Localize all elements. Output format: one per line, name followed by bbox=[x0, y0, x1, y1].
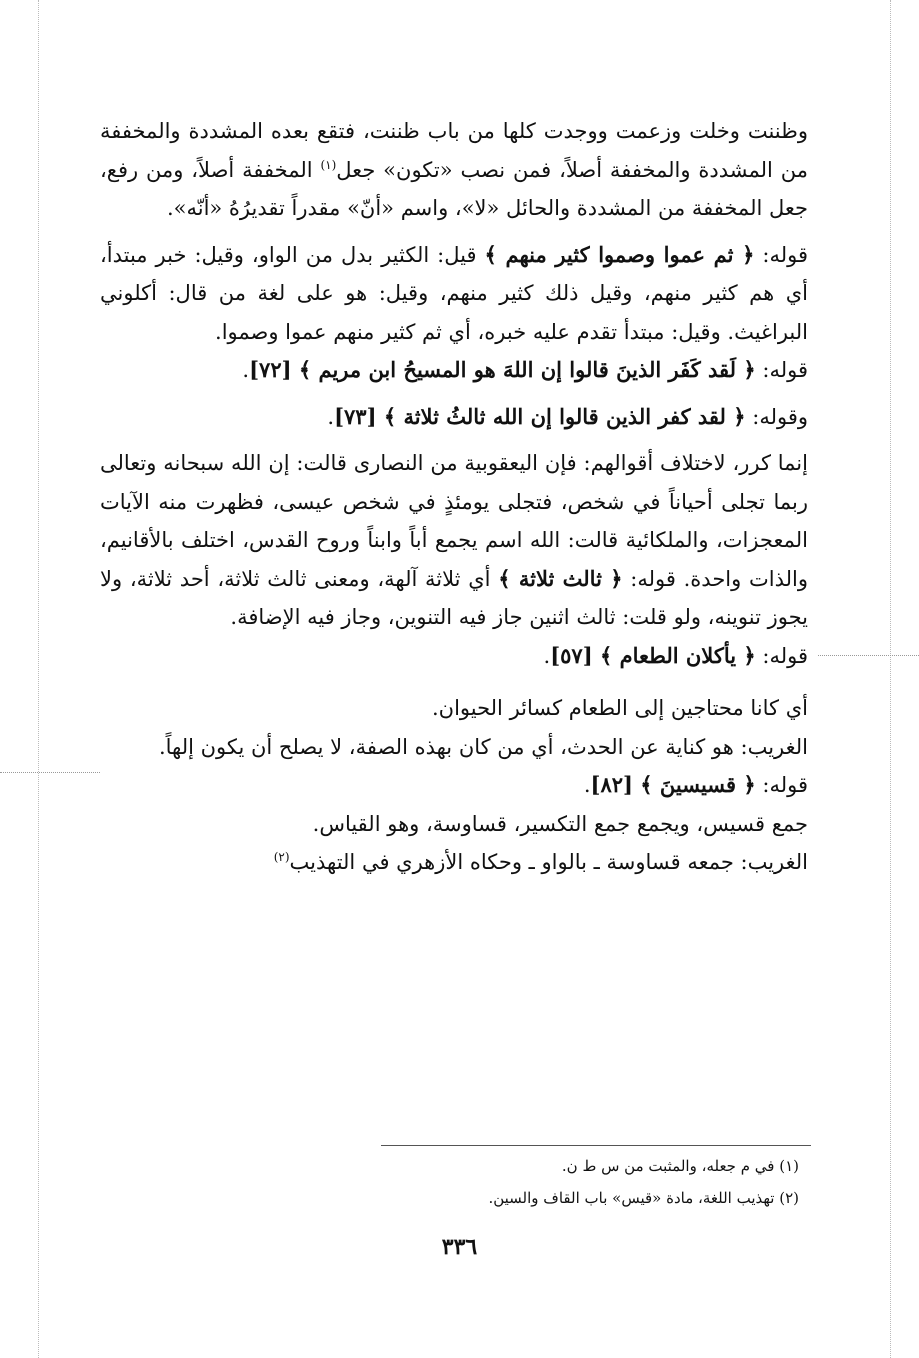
text-run: جمع قسيس، ويجمع جمع التكسير، قساوسة، وهو القياس. bbox=[312, 811, 808, 836]
text-run: وقوله: bbox=[745, 404, 808, 429]
text-run: الغريب: جمعه قساوسة ـ بالواو ـ وحكاه الأزهري في التهذيب bbox=[289, 850, 808, 874]
quran-citation: ﴿ لَقد كَفَر الذينَ قالوا إن اللهَ هو المسيحُ ابن مريم ﴾ [٧٢] bbox=[249, 357, 756, 382]
text-run: . bbox=[583, 773, 591, 797]
paragraph bbox=[100, 689, 808, 728]
scan-artifact-line bbox=[0, 772, 100, 773]
text-run: أي ثلاثة آلهة، ومعنى ثالث ثلاثة، أحد ثلاثة، ولا يجوز تنوينه، ولو قلت: ثالث اثنين جاز فيه التنوين، وجاز فيه الإضافة. bbox=[100, 566, 808, 629]
text-run: إنما كرر، لاختلاف أقوالهم: فإن اليعقوبية من النصارى قالت: إن الله سبحانه وتعالى ربما تجلى أحياناً في شخص، فتجلى يومئذٍ في شخص عيسى، فظهرت منه الآيات المعجزات، والملكائية قالت: الله اسم يجمع أباً وابناً وروح القدس، اختلف بالأقانيم، والذات واحدة. قوله: bbox=[100, 451, 808, 591]
text-run: قوله: bbox=[755, 773, 808, 797]
text-run: . bbox=[242, 358, 250, 382]
text-run: أي كانا محتاجين إلى الطعام كسائر الحيوان. bbox=[431, 696, 808, 720]
quran-citation: ﴿ يأكلان الطعام ﴾ [٥٧] bbox=[550, 642, 756, 668]
paragraph bbox=[100, 728, 808, 767]
verse-citation bbox=[100, 398, 808, 437]
footnotes bbox=[109, 1150, 799, 1214]
quran-citation: ﴿ لقد كفر الذين قالوا إن الله ثالثُ ثلاثة ﴾ [٧٣] bbox=[334, 403, 746, 429]
text-run: . bbox=[327, 404, 335, 429]
text-run: قوله: bbox=[754, 242, 808, 267]
quran-citation: ﴿ ثم عموا وصموا كثير منهم ﴾ bbox=[484, 241, 755, 267]
text-run: المخففة أصلاً، ومن رفع، جعل المخففة من المشددة والحائل «لا»، واسم «أنّ» مقدراً تقديرُهُ «أنّه». bbox=[100, 157, 808, 220]
paragraph bbox=[100, 843, 808, 882]
paragraph bbox=[100, 112, 808, 228]
paragraph bbox=[100, 444, 808, 637]
page-body bbox=[100, 112, 808, 882]
footnote-separator bbox=[381, 1145, 811, 1146]
scan-artifact-line bbox=[818, 655, 919, 656]
footnote-2: (٢) تهذيب اللغة، مادة «قيس» باب القاف والسين. bbox=[488, 1189, 799, 1207]
text-run: . bbox=[543, 643, 551, 668]
footnote-marker: (٢) bbox=[273, 850, 290, 864]
paragraph bbox=[100, 805, 808, 844]
text-run: قوله: bbox=[755, 643, 808, 668]
verse-citation bbox=[100, 351, 808, 390]
footnote-marker: (١) bbox=[320, 157, 337, 172]
paragraph bbox=[100, 236, 808, 352]
text-run: قيل: الكثير بدل من الواو، وقيل: خبر مبتدأ، أي هم كثير منهم، وقيل ذلك كثير منهم، وقيل: هو على لغة من قال: أكلوني البراغيث. وقيل: مبتدأ تقدم عليه خبره، أي ثم كثير منهم عموا وصموا. bbox=[100, 242, 808, 344]
verse-citation bbox=[100, 766, 808, 805]
scan-margin-dots-left bbox=[38, 0, 39, 1358]
footnote-1: (١) في م جعله، والمثبت من س ط ن. bbox=[561, 1157, 799, 1175]
text-run: وظننت وخلت وزعمت ووجدت كلها من باب ظننت، فتقع بعده المشددة والمخففة من المشددة والمخففة أصلاً، فمن نصب «تكون» جعل bbox=[100, 119, 808, 182]
text-run: قوله: bbox=[755, 358, 808, 382]
text-run: الغريب: هو كناية عن الحدث، أي من كان بهذه الصفة، لا يصلح أن يكون إلهاً. bbox=[158, 734, 808, 759]
quran-citation: ﴿ ثالث ثلاثة ﴾ bbox=[498, 565, 623, 591]
verse-citation bbox=[100, 637, 808, 676]
quran-citation: ﴿ قسيسينَ ﴾ [٨٢] bbox=[590, 772, 756, 797]
page-number: ٣٣٦ bbox=[441, 1234, 478, 1260]
scan-margin-dots-right bbox=[890, 0, 891, 1358]
